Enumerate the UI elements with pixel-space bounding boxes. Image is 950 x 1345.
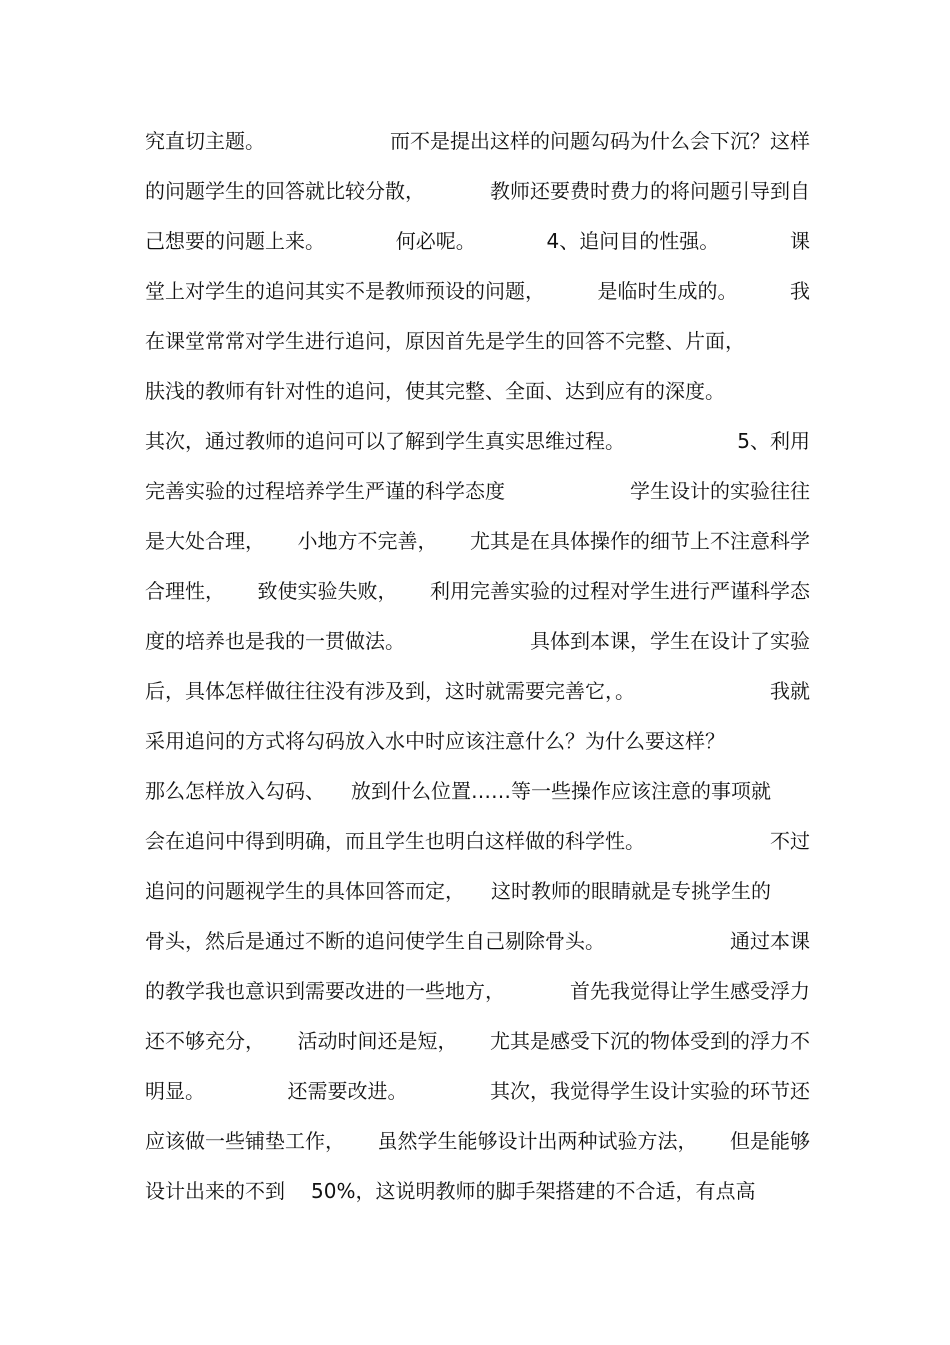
text-line — [145, 1174, 810, 1224]
text-line — [145, 724, 810, 774]
text-segment: 教师还要费时费力的将问题引导到自 — [490, 179, 810, 203]
text-segment: 小地方不完善， — [297, 529, 438, 553]
text-segment: 利用完善实验的过程对学生进行严谨科学态 — [430, 579, 810, 603]
text-line — [145, 874, 810, 924]
text-segment: 但是能够 — [730, 1129, 810, 1153]
text-segment: 我 — [790, 279, 810, 303]
text-line — [145, 774, 810, 824]
text-segment: 后，具体怎样做往往没有涉及到，这时就需要完善它，。 — [145, 679, 635, 703]
text-segment: 其次，通过教师的追问可以了解到学生真实思维过程。 — [145, 429, 625, 453]
text-segment: 课 — [789, 229, 810, 253]
text-segment: 虽然学生能够设计出两种试验方法， — [377, 1129, 698, 1153]
text-segment: 这时教师的眼睛就是专挑学生的 — [491, 879, 771, 903]
text-line — [145, 524, 810, 574]
text-segment: 骨头，然后是通过不断的追问使学生自己剔除骨头。 — [145, 929, 605, 953]
text-segment: 致使实验失败， — [257, 579, 398, 603]
text-segment: 尤其是感受下沉的物体受到的浮力不 — [490, 1029, 810, 1053]
text-segment: 的问题学生的回答就比较分散， — [145, 179, 425, 203]
text-segment: 明显。 — [145, 1079, 205, 1103]
text-segment: 是临时生成的。 — [597, 279, 738, 303]
text-line — [145, 274, 810, 324]
text-line — [145, 474, 810, 524]
text-line — [145, 324, 810, 374]
text-segment: 是大处合理， — [145, 529, 265, 553]
text-line — [145, 374, 810, 424]
text-line — [145, 1074, 810, 1124]
text-segment: 首先我觉得让学生感受浮力 — [570, 979, 810, 1003]
text-segment: 堂上对学生的追问其实不是教师预设的问题， — [145, 279, 545, 303]
text-line — [145, 1024, 810, 1074]
text-segment: 追问的问题视学生的具体回答而定， — [145, 879, 465, 903]
text-segment: 采用追问的方式将勾码放入水中时应该注意什么？为什么要这样？ — [145, 729, 725, 753]
text-segment: 通过本课 — [730, 929, 810, 953]
text-segment: 何必呢。 — [395, 229, 476, 253]
text-segment: 究直切主题。 — [145, 129, 265, 153]
text-line — [145, 674, 810, 724]
text-segment: 度的培养也是我的一贯做法。 — [145, 629, 405, 653]
text-line — [145, 424, 810, 474]
text-segment: 5、利用 — [737, 429, 810, 453]
text-segment: 肤浅的教师有针对性的追问，使其完整、全面、达到应有的深度。 — [145, 379, 725, 403]
text-segment: 我就 — [770, 679, 810, 703]
text-line — [145, 174, 810, 224]
text-segment: 应该做一些铺垫工作， — [145, 1129, 345, 1153]
text-segment: 尤其是在具体操作的细节上不注意科学 — [470, 529, 810, 553]
text-line — [145, 824, 810, 874]
text-segment: 还需要改进。 — [287, 1079, 408, 1103]
text-segment: 还不够充分， — [145, 1029, 265, 1053]
text-segment: 而不是提出这样的问题勾码为什么会下沉？这样 — [390, 129, 810, 153]
text-segment: 那么怎样放入勾码、 — [145, 779, 325, 803]
text-segment: 具体到本课，学生在设计了实验 — [530, 629, 810, 653]
text-line — [145, 224, 810, 274]
text-line — [145, 924, 810, 974]
text-segment: 4、追问目的性强。 — [546, 229, 720, 253]
text-line — [145, 1124, 810, 1174]
text-line — [145, 124, 810, 174]
body-text — [145, 124, 810, 1224]
text-segment: 的教学我也意识到需要改进的一些地方， — [145, 979, 505, 1003]
text-segment: 放到什么位置……等一些操作应该注意的事项就 — [351, 779, 771, 803]
text-segment: 完善实验的过程培养学生严谨的科学态度 — [145, 479, 505, 503]
text-segment: 会在追问中得到明确，而且学生也明白这样做的科学性。 — [145, 829, 645, 853]
text-segment: 不过 — [770, 829, 810, 853]
text-segment: 己想要的问题上来。 — [145, 229, 325, 253]
text-segment: 活动时间还是短， — [297, 1029, 458, 1053]
text-segment: 其次，我觉得学生设计实验的环节还 — [490, 1079, 810, 1103]
text-segment: 设计出来的不到 — [145, 1179, 285, 1203]
text-segment: 合理性， — [145, 579, 225, 603]
text-segment: 学生设计的实验往往 — [630, 479, 810, 503]
text-line — [145, 574, 810, 624]
text-line — [145, 974, 810, 1024]
text-segment: 在课堂常常对学生进行追问，原因首先是学生的回答不完整、片面， — [145, 329, 745, 353]
text-line — [145, 624, 810, 674]
text-segment: 50%，这说明教师的脚手架搭建的不合适，有点高 — [311, 1179, 756, 1203]
